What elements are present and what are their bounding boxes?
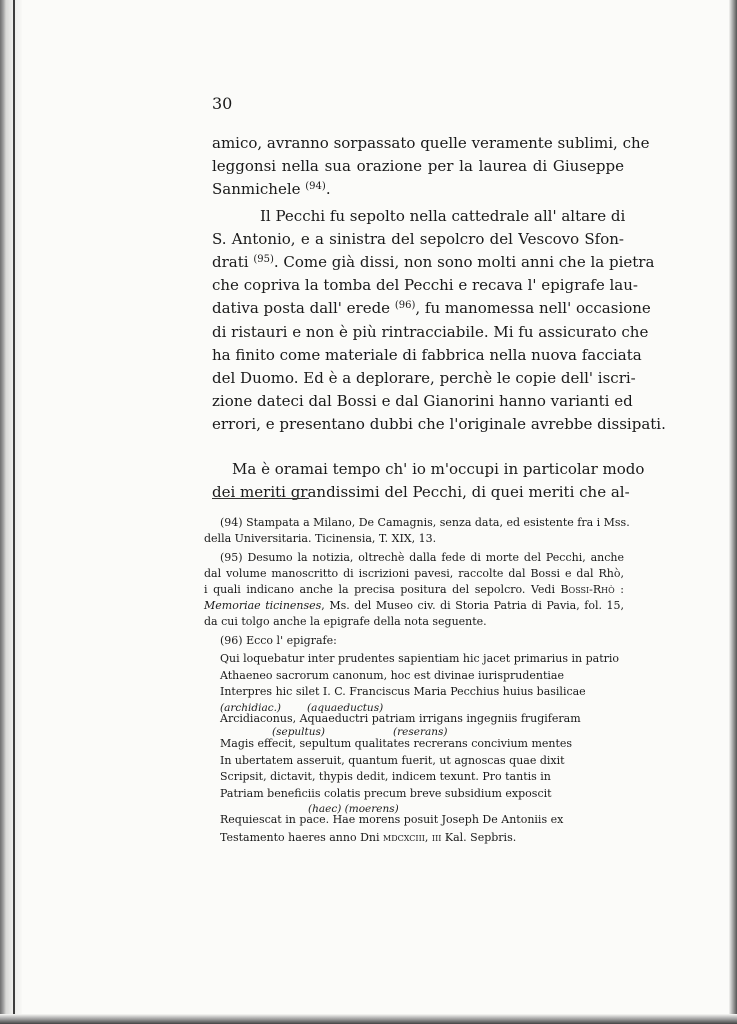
epigraph-line: Qui loquebatur inter prudentes sapientiam hic jacet primarius in patrio xyxy=(220,652,620,665)
epigraph-line: Interpres hic silet I. C. Franciscus Maria Pecchius huius basilicae xyxy=(220,685,586,698)
footnote-line: Memoriae ticinenses, Ms. del Museo civ. di Storia Patria di Pavia, fol. 15, xyxy=(204,599,624,612)
epigraph-line: Patriam beneficiis colatis precum breve subsidium exposcit xyxy=(220,786,552,800)
text-line: che copriva la tomba del Pecchi e recava l' epigrafe lau- xyxy=(212,276,638,295)
text-line: Il Pecchi fu sepolto nella cattedrale all' altare di xyxy=(260,206,626,225)
footnote-line: (95) Desumo la notizia, oltrechè dalla fede di morte del Pecchi, anche xyxy=(220,551,624,564)
footnote-95 xyxy=(204,550,624,630)
text-line: di ristauri e non è più rintracciabile. Mi fu assicurato che xyxy=(212,322,649,341)
page-right-edge xyxy=(729,0,737,1024)
author-reference: Bossi-Rhò xyxy=(560,583,615,596)
epigraph-line: In ubertatem asseruit, quantum fuerit, ut agnoscas quae dixit xyxy=(220,753,565,767)
footnote-line: da cui tolgo anche la epigrafe della nota seguente. xyxy=(204,615,487,628)
text-line: zione dateci dal Bossi e dal Gianorini hanno varianti ed xyxy=(212,392,633,411)
body-text xyxy=(212,132,666,504)
footnote-line: (94) Stampata a Milano, De Camagnis, senza data, ed esistente fra i Mss. xyxy=(220,516,630,529)
footnotes xyxy=(204,515,630,847)
footnote-ref-95[interactable]: (95) xyxy=(253,254,274,266)
text-line: drati $^{(95)}$. Come già dissi, non sono molti anni che la pietra xyxy=(212,253,655,272)
epigraph-variant: (archidiac.) (aquaeductus) xyxy=(220,701,384,714)
epigraph-variant: (haec) (moerens) xyxy=(308,803,399,815)
footnote-96 xyxy=(204,633,624,847)
footnote-ref-94[interactable]: (94) xyxy=(305,181,326,193)
text-line: amico, avranno sorpassato quelle veramente sublimi, che xyxy=(212,134,650,152)
epigraph-line: Athaeneo sacrorum canonum, hoc est divinae iurisprudentiae xyxy=(220,668,564,682)
text-line: S. Antonio, e a sinistra del sepolcro del Vescovo Sfon- xyxy=(212,229,624,248)
footnote-line: i quali indicano anche la precisa positura del sepolcro. Vedi Bossi-Rhò : xyxy=(204,583,624,596)
text-line: Sanmichele $^{(94)}$. xyxy=(212,180,331,199)
epigraph-line: Testamento haeres anno Dni mdcxciii, iii Kal. Sepbris. xyxy=(220,831,517,844)
text-line: del Duomo. Ed è a deplorare, perchè le copie dell' iscri- xyxy=(212,369,636,388)
epigraph-line: Arcidiaconus, Aquaeductri patriam irrigans ingegniis frugiferam xyxy=(220,711,581,725)
footnote-line: (96) Ecco l' epigrafe: xyxy=(220,634,337,647)
footnote-94 xyxy=(204,515,630,547)
page-bottom-edge xyxy=(0,1014,737,1024)
epigraph-variant: (sepultus) (reserans) xyxy=(272,725,448,738)
epigraph-line: Magis effecit, sepultum qualitates recrerans concivium mentes xyxy=(220,736,573,750)
epigraph xyxy=(204,651,624,847)
footnote-separator xyxy=(212,498,309,499)
paragraph-2 xyxy=(212,205,666,437)
footnote-line: dal volume manoscritto di iscrizioni pavesi, raccolte dal Bossi e dal Rhò, xyxy=(204,567,624,580)
text-line: errori, e presentano dubbi che l'originale avrebbe dissipati. xyxy=(212,415,666,434)
text-line: dei meriti grandissimi del Pecchi, di quei meriti che al- xyxy=(212,482,630,501)
epigraph-line: Scripsit, dictavit, thypis dedit, indicem texunt. Pro tantis in xyxy=(220,770,551,783)
page-left-edge xyxy=(0,0,22,1024)
text-line: leggonsi nella sua orazione per la laurea di Giuseppe xyxy=(212,157,624,176)
paragraph-1 xyxy=(212,132,650,202)
footnote-ref-96[interactable]: (96) xyxy=(394,300,416,312)
text-line: dativa posta dall' erede $^{(96)}$, fu manomessa nell' occasione xyxy=(212,299,651,318)
page-number: 30 xyxy=(212,94,233,113)
epigraph-line: Requiescat in pace. Hae morens posuit Joseph De Antoniis ex xyxy=(220,813,564,826)
work-title: Memoriae ticinenses xyxy=(204,599,322,612)
text-line: ha finito come materiale di fabbrica nella nuova facciata xyxy=(212,345,642,364)
footnote-line: della Universitaria. Ticinensia, T. XIX, 13. xyxy=(204,532,437,545)
text-line: Ma è oramai tempo ch' io m'occupi in particolar modo xyxy=(232,459,645,478)
